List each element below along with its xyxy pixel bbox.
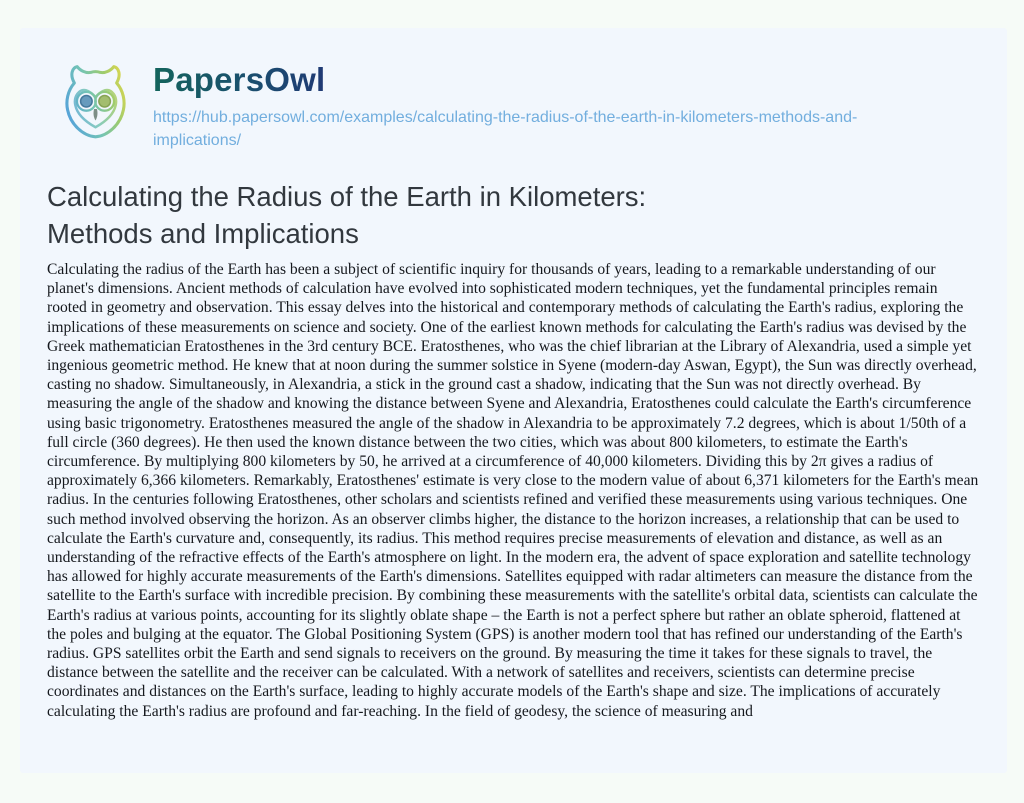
- papersowl-owl-logo-icon[interactable]: [47, 58, 144, 158]
- essay-body-text: Calculating the radius of the Earth has been a subject of scientific inquiry for thousands of years, leading to a remarkable understanding of our planet's dimensions. Ancient methods of calculation have evolved into sophisticated modern techniques, yet the fundamental principles remain rooted in geometry and observation. This essay delves into the historical and contemporary methods of calculating the Earth's radius, exploring the implications of these measurements on science and society. One of the earliest known methods for calculating the Earth's radius was devised by the Greek mathematician Eratosthenes in the 3rd century BCE. Eratosthenes, who was the chief librarian at the Library of Alexandria, used a simple yet ingenious geometric method. He knew that at noon during the summer solstice in Syene (modern-day Aswan, Egypt), the Sun was directly overhead, casting no shadow. Simultaneously, in Alexandria, a stick in the ground cast a shadow, indicating that the Sun was not directly overhead. By measuring the angle of the shadow and knowing the distance between Syene and Alexandria, Eratosthenes could calculate the Earth's circumference using basic trigonometry. Eratosthenes measured the angle of the shadow in Alexandria to be approximately 7.2 degrees, which is about 1/50th of a full circle (360 degrees). He then used the known distance between the two cities, which was about 800 kilometers, to estimate the Earth's circumference. By multiplying 800 kilometers by 50, he arrived at a circumference of 40,000 kilometers. Dividing this by 2π gives a radius of approximately 6,366 kilometers. Remarkably, Eratosthenes' estimate is very close to the modern value of about 6,371 kilometers for the Earth's mean radius. In the centuries following Eratosthenes, other scholars and scientists refined and verified these measurements using various techniques. One such method involved observing the horizon. As an observer climbs higher, the distance to the horizon increases, a relationship that can be used to calculate the Earth's curvature and, consequently, its radius. This method requires precise measurements of elevation and distance, as well as an understanding of the refractive effects of the Earth's atmosphere on light. In the modern era, the advent of space exploration and satellite technology has allowed for highly accurate measurements of the Earth's dimensions. Satellites equipped with radar altimeters can measure the distance from the satellite to the Earth's surface with incredible precision. By combining these measurements with the satellite's orbital data, scientists can calculate the Earth's radius at various points, accounting for its slightly oblate shape – the Earth is not a perfect sphere but rather an oblate spheroid, flattened at the poles and bulging at the equator. The Global Positioning System (GPS) is another modern tool that has refined our understanding of the Earth's radius. GPS satellites orbit the Earth and send signals to receivers on the ground. By measuring the time it takes for these signals to travel, the distance between the satellite and the receiver can be calculated. With a network of satellites and receivers, scientists can determine precise coordinates and distances on the Earth's surface, leading to highly accurate models of the Earth's shape and size. The implications of accurately calculating the Earth's radius are profound and far-reaching. In the field of geodesy, the science of measuring and: [47, 261, 979, 720]
- brand-wordmark[interactable]: PapersOwl: [153, 61, 326, 98]
- page-card: [20, 28, 1007, 773]
- header-text-block: [153, 60, 888, 152]
- essay-title: Calculating the Radius of the Earth in Kilometers: Methods and Implications: [47, 181, 647, 249]
- source-url-link[interactable]: https://hub.papersowl.com/examples/calculating-the-radius-of-the-earth-in-kilometers-methods-and-implications/: [153, 109, 858, 149]
- site-header: [20, 28, 1007, 158]
